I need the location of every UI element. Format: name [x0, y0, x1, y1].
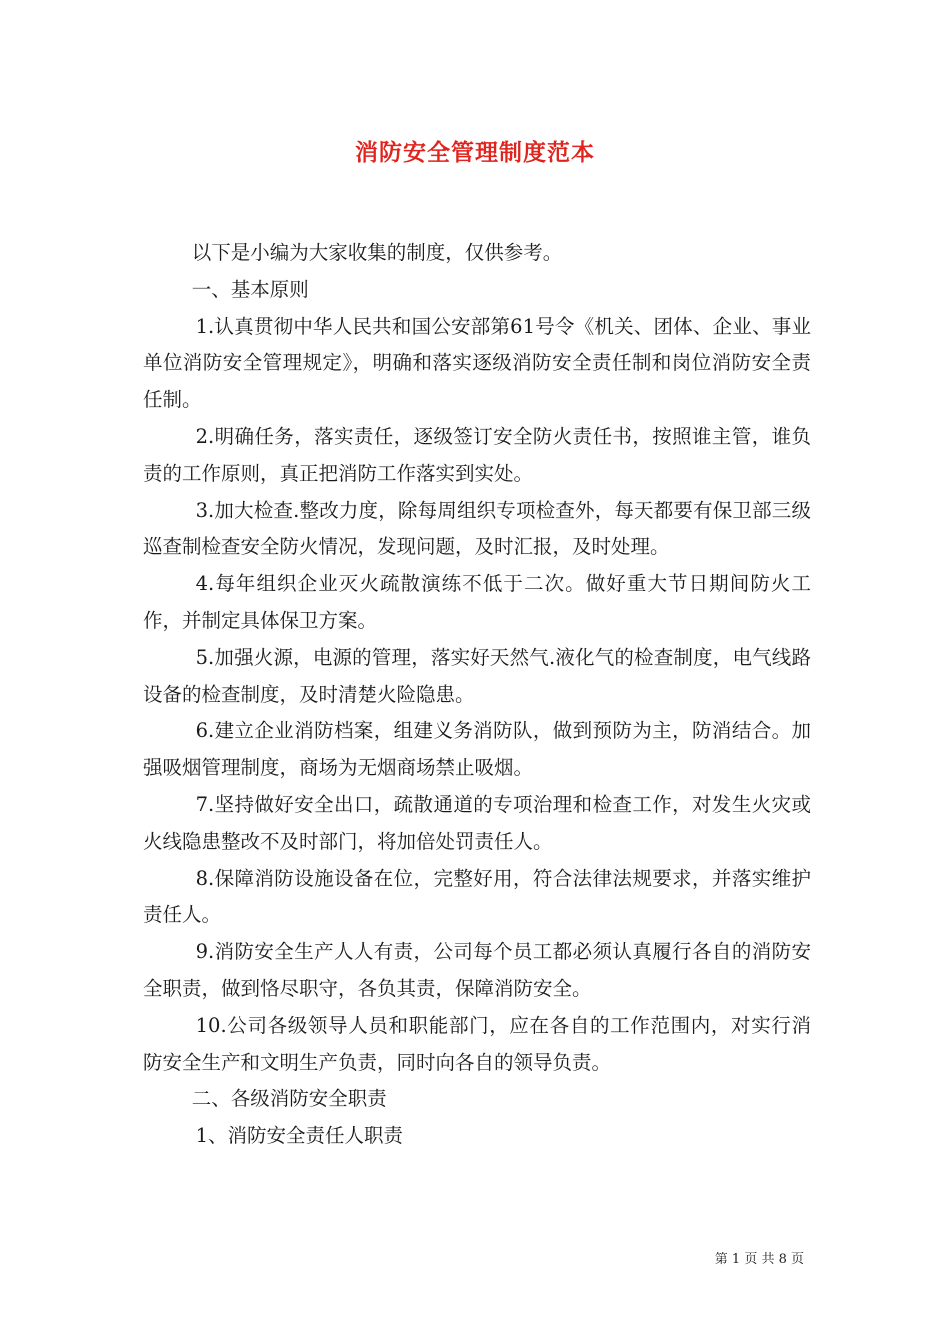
paragraph-item-3: 3.加大检查.整改力度，除每周组织专项检查外，每天都要有保卫部三级巡查制检查安全防火情况，发现问题，及时汇报，及时处理。	[143, 498, 811, 559]
paragraph-item-7: 7.坚持做好安全出口，疏散通道的专项治理和检查工作，对发生火灾或火线隐患整改不及时部门，将加倍处罚责任人。	[143, 792, 811, 853]
paragraph-item-10: 10.公司各级领导人员和职能部门，应在各自的工作范围内，对实行消防安全生产和文明生产负责，同时向各自的领导负责。	[143, 1013, 811, 1074]
paragraph-item-1: 1.认真贯彻中华人民共和国公安部第61号令《机关、团体、企业、事业单位消防安全管理规定》，明确和落实逐级消防安全责任制和岗位消防安全责任制。	[143, 314, 811, 412]
page-footer: 第 1 页 共 8 页	[714, 1252, 804, 1267]
section-heading-2: 二、各级消防安全职责	[191, 1087, 387, 1111]
section-heading-1: 一、基本原则	[191, 277, 309, 301]
paragraph-item-5: 5.加强火源，电源的管理，落实好天然气.液化气的检查制度，电气线路设备的检查制度，及时清楚火险隐患。	[143, 645, 811, 706]
paragraph-item-2: 2.明确任务，落实责任，逐级签订安全防火责任书，按照谁主管，谁负责的工作原则，真正把消防工作落实到实处。	[143, 424, 811, 485]
paragraph-item-6: 6.建立企业消防档案，组建义务消防队，做到预防为主，防消结合。加强吸烟管理制度，商场为无烟商场禁止吸烟。	[143, 719, 811, 780]
paragraph-item-9: 9.消防安全生产人人有责，公司每个员工都必须认真履行各自的消防安全职责，做到恪尽职守，各负其责，保障消防安全。	[143, 940, 811, 1000]
paragraph-item-8: 8.保障消防设施设备在位，完整好用，符合法律法规要求，并落实维护责任人。	[143, 866, 811, 927]
paragraph-intro: 以下是小编为大家收集的制度，仅供参考。	[191, 241, 563, 264]
document-body	[143, 235, 811, 1155]
paragraph-item-4: 4.每年组织企业灭火疏散演练不低于二次。做好重大节日期间防火工作，并制定具体保卫方案。	[143, 572, 811, 632]
document-title: 消防安全管理制度范本	[355, 139, 595, 166]
subsection-heading-1: 1、消防安全责任人职责	[195, 1124, 404, 1148]
